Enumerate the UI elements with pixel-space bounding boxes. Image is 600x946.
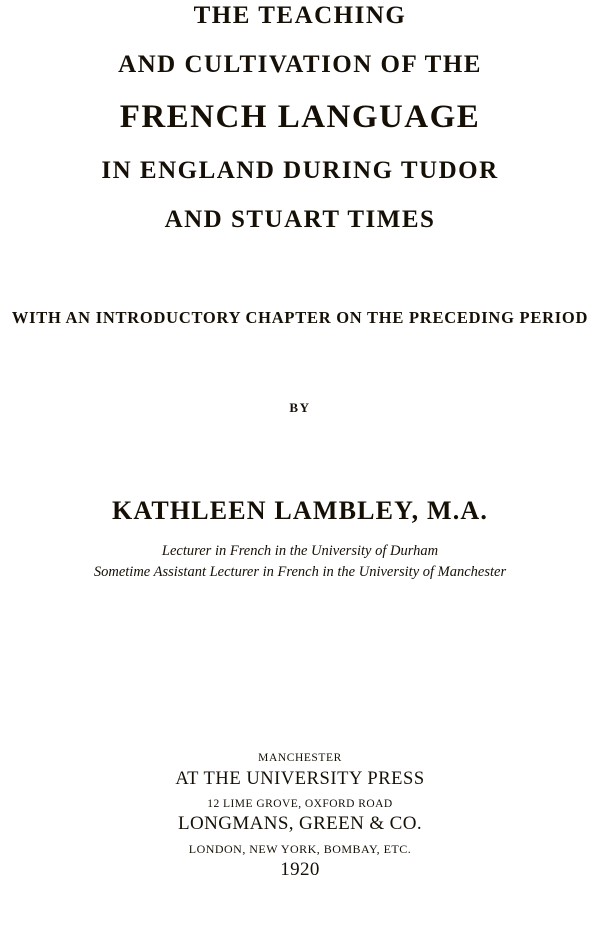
affiliation-line-2: Sometime Assistant Lecturer in French in the University of Manchester	[93, 563, 507, 580]
title-line-1: THE TEACHING	[193, 2, 407, 29]
imprint-publisher: LONGMANS, GREEN & CO.	[178, 813, 422, 834]
author-name: KATHLEEN LAMBLEY, M.A.	[111, 496, 489, 525]
title-line-2: AND CULTIVATION OF THE	[118, 51, 482, 78]
imprint-press: AT THE UNIVERSITY PRESS	[175, 769, 425, 789]
imprint-city: MANCHESTER	[258, 752, 342, 764]
affiliation-line-1: Lecturer in French in the University of Durham	[161, 543, 439, 559]
author-affiliations	[0, 541, 600, 582]
imprint-address: 12 LIME GROVE, OXFORD ROAD	[207, 798, 393, 810]
title-line-4: IN ENGLAND DURING TUDOR	[101, 157, 499, 184]
imprint-distribution-cities: LONDON, NEW YORK, BOMBAY, ETC.	[188, 842, 412, 856]
imprint-block	[0, 752, 600, 881]
title-line-5: AND STUART TIMES	[164, 206, 436, 233]
subtitle: WITH AN INTRODUCTORY CHAPTER ON THE PRECEDING PERIOD	[11, 308, 589, 327]
by-label: BY	[289, 400, 311, 415]
book-title	[0, 0, 600, 234]
title-line-3: FRENCH LANGUAGE	[119, 99, 481, 135]
imprint-year: 1920	[280, 859, 320, 880]
